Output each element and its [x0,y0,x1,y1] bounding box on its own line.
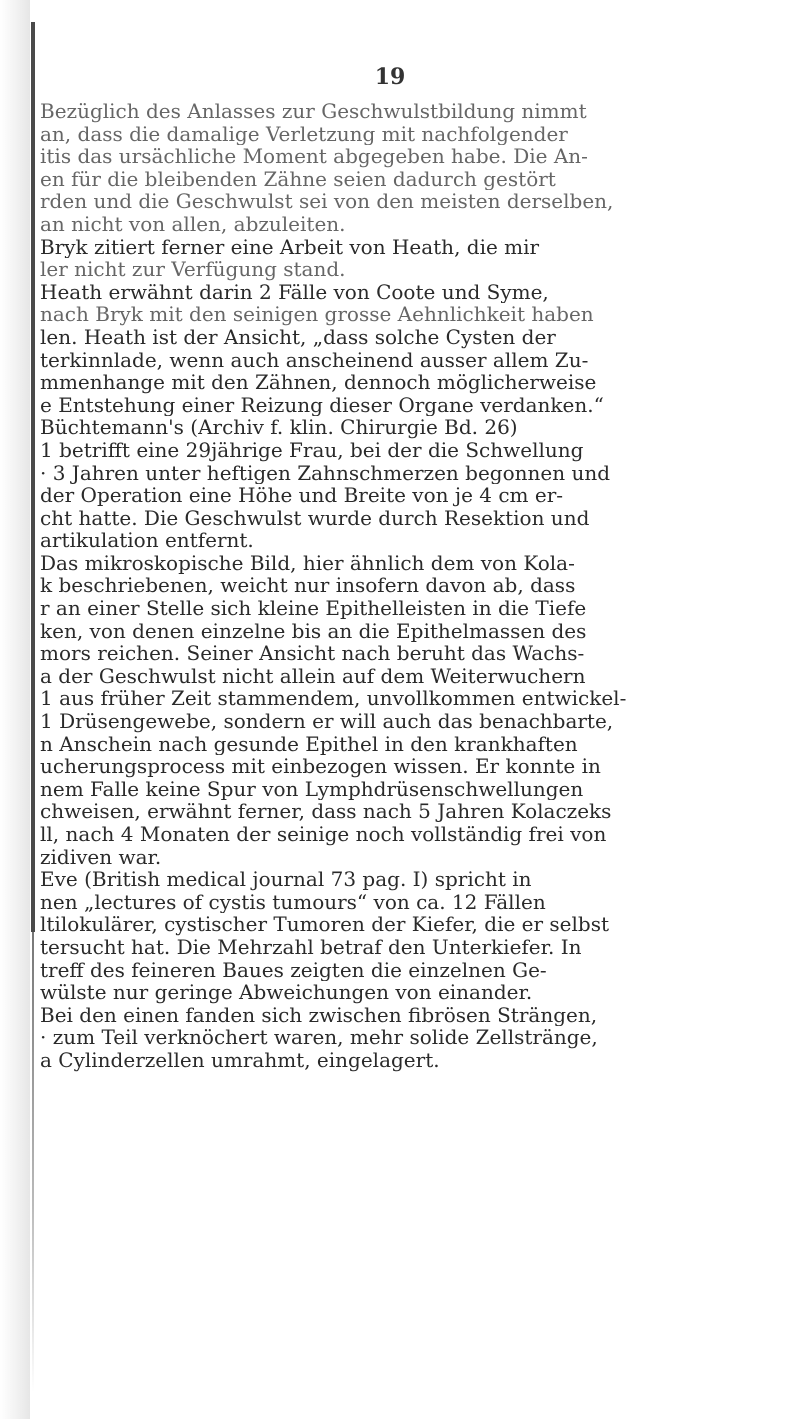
text-line: r an einer Stelle sich kleine Epithelleisten in die Tiefe [40,597,587,620]
text-line: a Cylinderzellen umrahmt, eingelagert. [40,1048,440,1072]
text-line: Bezüglich des Anlasses zur Geschwulstbildung nimmt [40,100,587,123]
text-line: Das mikroskopische Bild, hier ähnlich dem von Kola- [40,551,575,575]
text-line: terkinnlade, wenn auch anscheinend ausser allem Zu- [40,348,589,372]
text-line: Eve (British medical journal 73 pag. I) spricht in [40,868,532,891]
text-line: an nicht von allen, abzuleiten. [40,212,346,236]
text-line: 1 aus früher Zeit stammendem, unvollkommen entwickel- [40,687,627,711]
text-line: zidiven war. [40,845,162,869]
page-number: 19 [374,64,406,90]
text-line: ucherungsprocess mit einbezogen wissen. Er konnte in [40,755,601,778]
binding-edge [31,22,35,932]
text-line: Büchtemann's (Archiv f. klin. Chirurgie Bd. 26) [40,416,518,439]
text-line: · zum Teil verknöchert waren, mehr solide Zellstränge, [40,1026,598,1049]
text-line: Heath erwähnt darin 2 Fälle von Coote und Syme, [40,280,549,304]
text-line: nem Falle keine Spur von Lymphdrüsenschwellungen [40,777,584,801]
text-line: mmenhange mit den Zähnen, dennoch möglicherweise [40,371,597,394]
body-text [40,100,780,1072]
text-line: artikulation entfernt. [40,529,254,552]
text-line: rden und die Geschwulst sei von den meisten derselben, [40,190,614,213]
text-line: n Anschein nach gesunde Epithel in den krankhaften [40,732,578,756]
text-line: Bei den einen fanden sich zwischen fibrösen Strängen, [40,1003,598,1027]
book-gutter [0,0,30,1419]
text-line: · 3 Jahren unter heftigen Zahnschmerzen begonnen und [40,461,611,485]
text-line: treff des feineren Baues zeigten die einzelnen Ge- [40,958,547,982]
text-line: Bryk zitiert ferner eine Arbeit von Heath, die mir [40,235,540,259]
text-line: a der Geschwulst nicht allein auf dem Weiterwuchern [40,664,586,688]
binding-edge-fade [32,932,34,1392]
text-line: wülste nur geringe Abweichungen von einander. [40,981,533,1004]
text-line: der Operation eine Höhe und Breite von je 4 cm er- [40,484,564,507]
text-line: nach Bryk mit den seinigen grosse Aehnlichkeit haben [40,303,594,326]
text-line: cht hatte. Die Geschwulst wurde durch Resektion und [40,506,590,530]
text-line: ken, von denen einzelne bis an die Epithelmassen des [40,619,587,643]
text-line: itis das ursächliche Moment abgegeben habe. Die An- [40,145,588,168]
text-line: mors reichen. Seiner Ansicht nach beruht das Wachs- [40,642,585,665]
text-line: en für die bleibenden Zähne seien dadurch gestört [40,167,556,191]
text-line: len. Heath ist der Ansicht, „dass solche Cysten der [40,325,556,349]
text-line: 1 Drüsengewebe, sondern er will auch das benachbarte, [40,710,614,733]
text-line: e Entstehung einer Reizung dieser Organe verdanken.“ [40,393,604,417]
text-line: ltilokulärer, cystischer Tumoren der Kiefer, die er selbst [40,913,610,936]
text-line: tersucht hat. Die Mehrzahl betraf den Unterkiefer. In [40,935,582,959]
text-line: nen „lectures of cystis tumours“ von ca. 12 Fällen [40,890,546,914]
text-line: ll, nach 4 Monaten der seinige noch vollständig frei von [40,823,607,846]
text-line: chweisen, erwähnt ferner, dass nach 5 Jahren Kolaczeks [40,800,612,823]
text-line: k beschriebenen, weicht nur insofern davon ab, dass [40,574,576,598]
text-line: an, dass die damalige Verletzung mit nachfolgender [40,122,568,146]
text-line: ler nicht zur Verfügung stand. [40,258,346,281]
text-line: 1 betrifft eine 29jährige Frau, bei der die Schwellung [40,438,584,462]
